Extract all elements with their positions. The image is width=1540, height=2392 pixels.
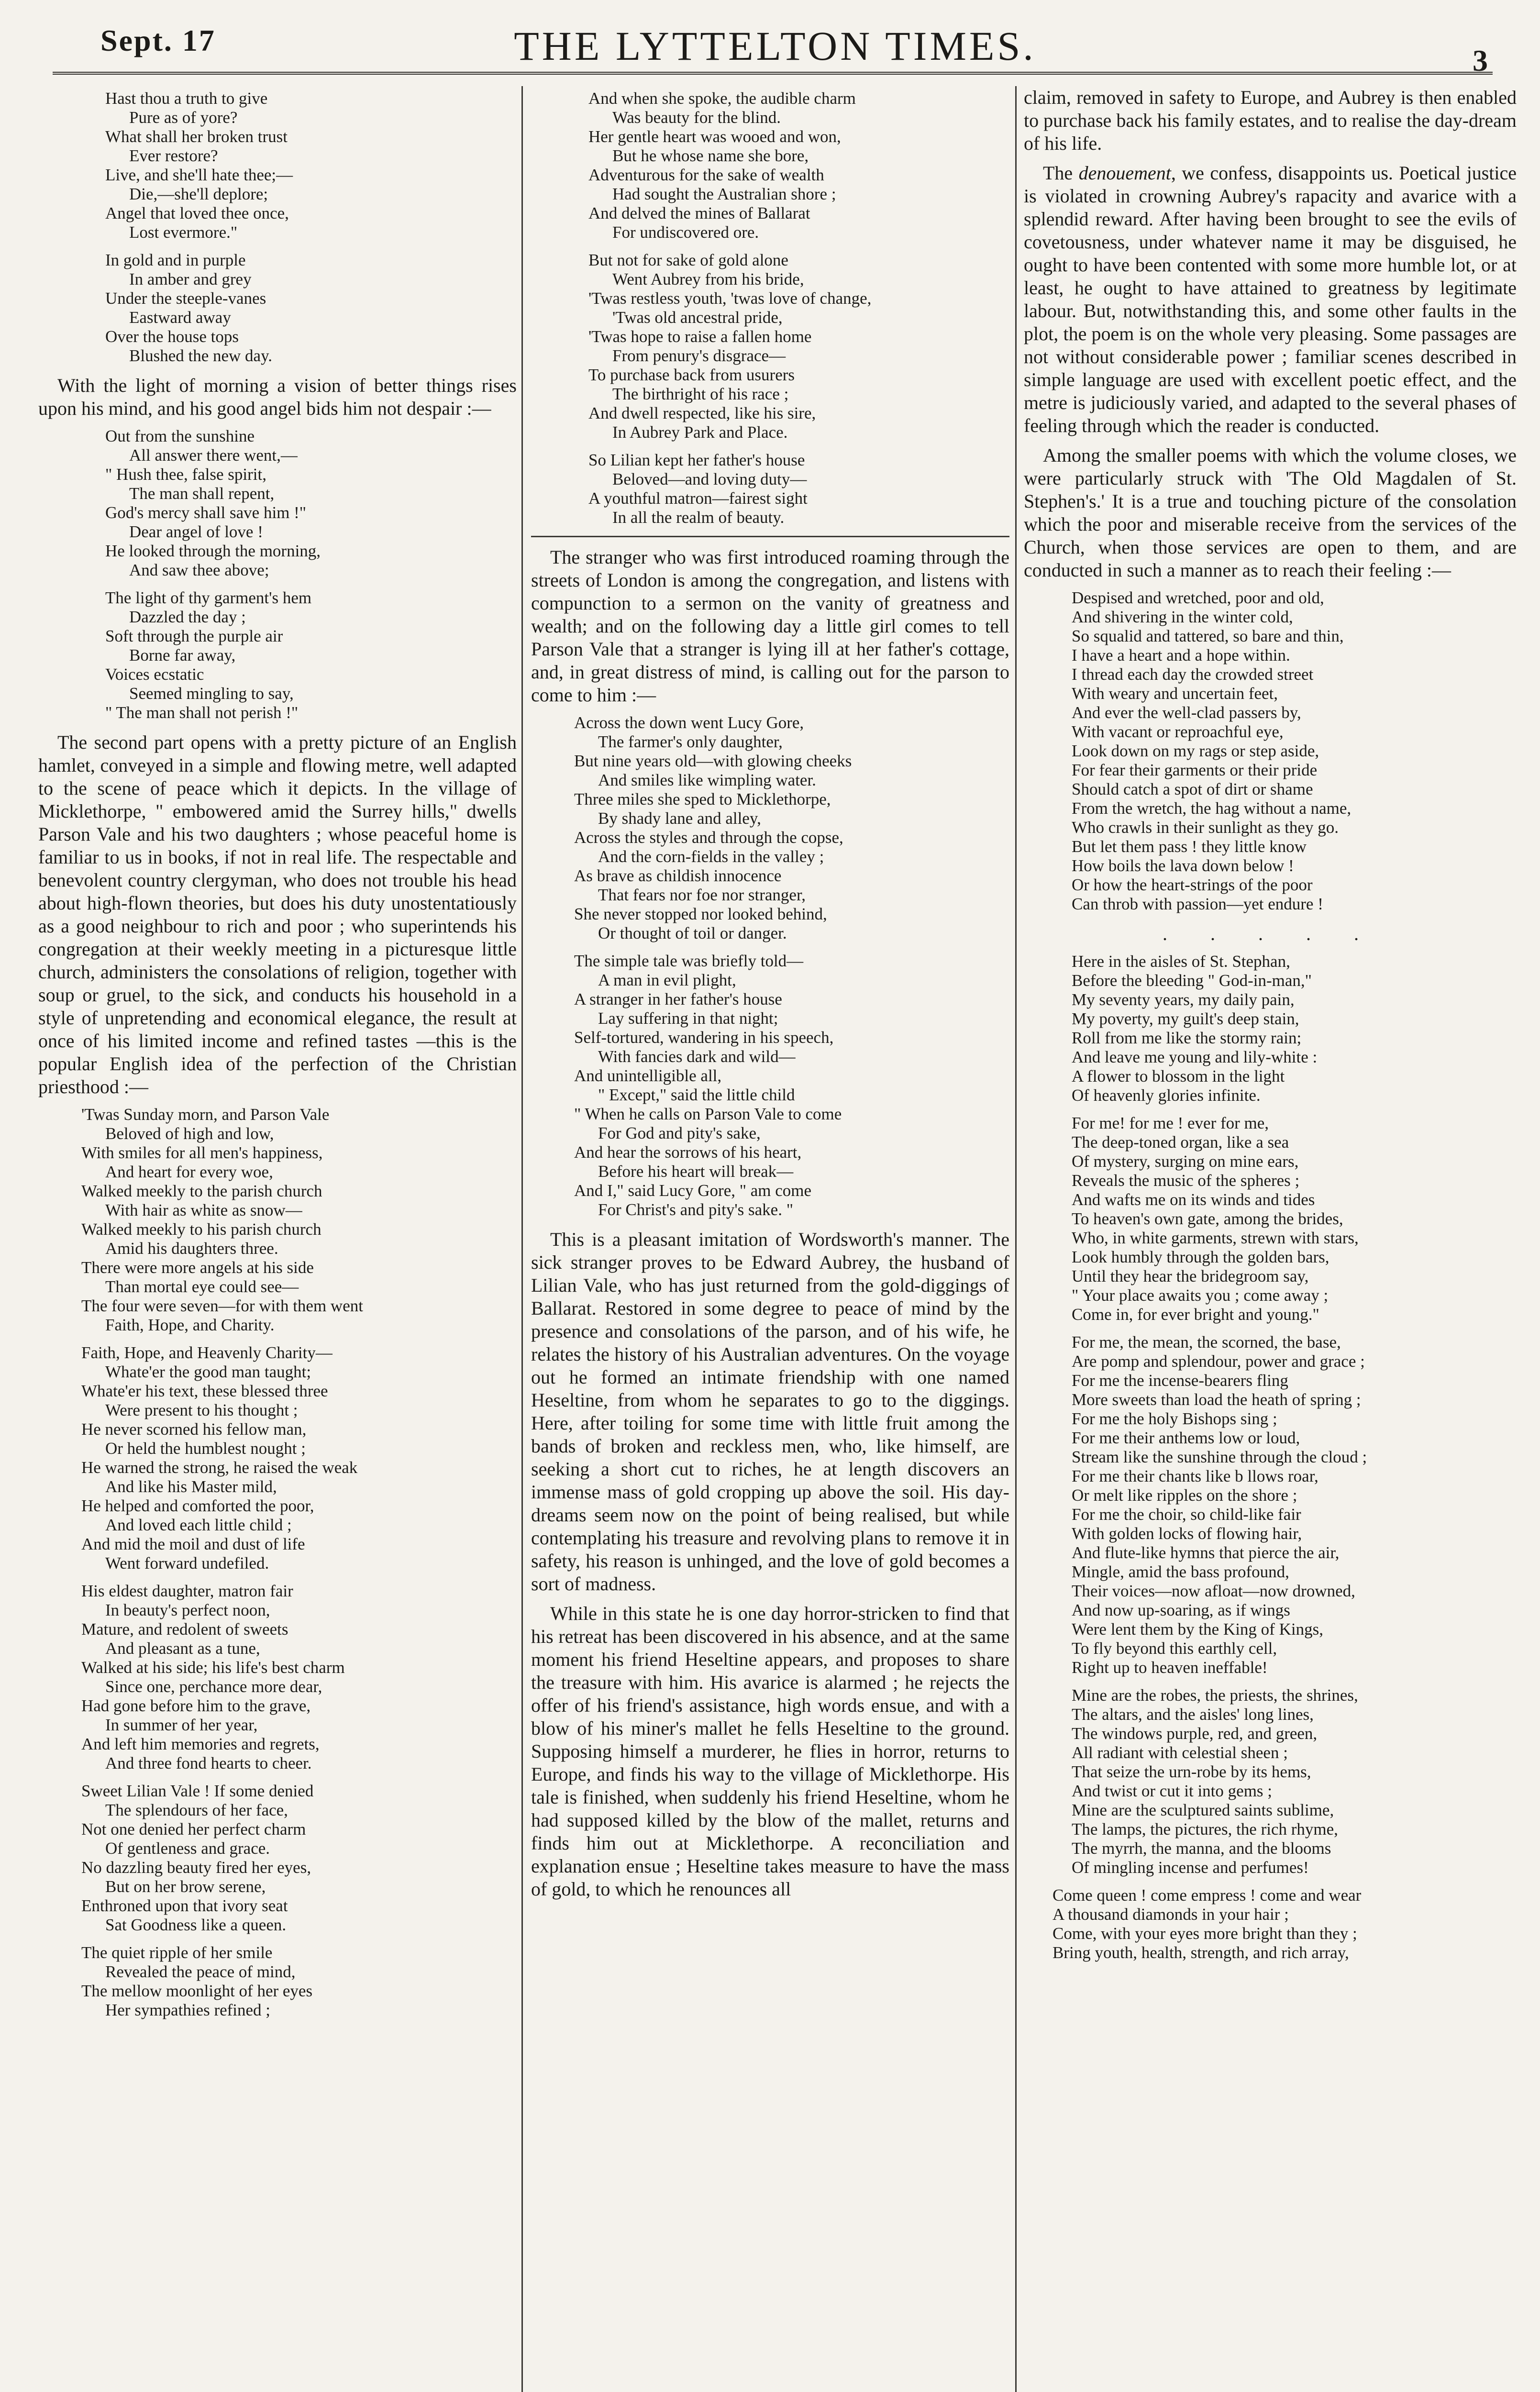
poem-line: Faith, Hope, and Heavenly Charity— — [81, 1343, 332, 1362]
poem-line: Before the bleeding " God-in-man," — [1072, 971, 1312, 990]
poem-line: And left him memories and regrets, — [81, 1735, 320, 1753]
poem-line: A man in evil plight, — [598, 971, 736, 989]
poem-line: Revealed the peace of mind, — [105, 1962, 296, 1981]
article-paragraph: The stranger who was first introduced roaming through the streets of London is among the congregation, and listens with compunction to a sermon on the vanity of greatness and wealth; and on the following day a little girl comes to tell Parson Vale that a stranger is lying ill at her father's cottage, and, in great distress of mind, is calling out for the parson to come to him :— — [531, 546, 1009, 706]
poem-line: Across the down went Lucy Gore, — [574, 713, 804, 732]
poem-line: The farmer's only daughter, — [598, 732, 783, 751]
poem-line: Mingle, amid the bass profound, — [1072, 1562, 1289, 1581]
poem-line: And shivering in the winter cold, — [1072, 608, 1293, 626]
poem-line: Or thought of toil or danger. — [598, 924, 787, 942]
poem-line: She never stopped nor looked behind, — [574, 905, 827, 923]
paragraph-text: The — [1043, 162, 1079, 184]
poem-line: The windows purple, red, and green, — [1072, 1724, 1318, 1743]
poem-line: " Your place awaits you ; come away ; — [1072, 1286, 1329, 1305]
poem-line: Or how the heart-strings of the poor — [1072, 875, 1313, 894]
poem-line: Reveals the music of the spheres ; — [1072, 1171, 1300, 1190]
poem-line: For undiscovered ore. — [612, 223, 759, 242]
poem-line: So squalid and tattered, so bare and thin, — [1072, 627, 1344, 645]
poem-line: I have a heart and a hope within. — [1072, 646, 1290, 664]
poem-line: " When he calls on Parson Vale to come — [574, 1105, 842, 1123]
poem-line: So Lilian kept her father's house — [588, 451, 805, 469]
poem-line: But let them pass ! they little know — [1072, 837, 1307, 856]
poem-line: Before his heart will break— — [598, 1162, 794, 1181]
poem-line: How boils the lava down below ! — [1072, 856, 1294, 875]
poem-line: Her sympathies refined ; — [105, 2001, 271, 2019]
poem-line: He helped and comforted the poor, — [81, 1496, 314, 1515]
poem-stanza — [531, 89, 1009, 242]
poem-line: Who, in white garments, strewn with stars, — [1072, 1229, 1359, 1247]
poem-line: He never scorned his fellow man, — [81, 1420, 307, 1439]
poem-line: My poverty, my guilt's deep stain, — [1072, 1009, 1299, 1028]
poem-line: For me their anthems low or loud, — [1072, 1429, 1300, 1447]
column-divider — [1015, 86, 1017, 2392]
poem-line: For fear their garments or their pride — [1072, 761, 1318, 779]
poem-line: Their voices—now afloat—now drowned, — [1072, 1582, 1355, 1600]
poem-line: But nine years old—with glowing cheeks — [574, 752, 852, 770]
poem-line: Since one, perchance more dear, — [105, 1677, 322, 1696]
poem-line: Blushed the new day. — [129, 346, 273, 365]
poem-line: Pure as of yore? — [129, 108, 238, 127]
poem-line: For God and pity's sake, — [598, 1124, 761, 1142]
poem-line: There were more angels at his side — [81, 1258, 314, 1277]
poem-line: " The man shall not perish !" — [105, 703, 299, 722]
poem-line: But not for sake of gold alone — [588, 251, 788, 269]
article-paragraph: claim, removed in safety to Europe, and Aubrey is then enabled to purchase back his family estates, and to realise the day-dream of his life. — [1024, 87, 1517, 154]
poem-line: All answer there went,— — [129, 446, 298, 465]
poem-line: Can throb with passion—yet endure ! — [1072, 895, 1323, 913]
poem-line: And now up-soaring, as if wings — [1072, 1601, 1290, 1619]
poem-line: From the wretch, the hag without a name, — [1072, 799, 1352, 818]
column-divider — [521, 86, 523, 2392]
poem-line: Mine are the sculptured saints sublime, — [1072, 1801, 1334, 1819]
poem-line: Walked meekly to the parish church — [81, 1182, 322, 1200]
poem-stanza — [38, 1105, 517, 1335]
poem-line: In Aubrey Park and Place. — [612, 423, 788, 442]
article-paragraph: With the light of morning a vision of better things rises upon his mind, and his good angel bids him not despair :— — [38, 375, 517, 419]
poem-line: Hast thou a truth to give — [105, 89, 268, 108]
poem-line: Eastward away — [129, 308, 231, 327]
poem-line: And leave me young and lily-white : — [1072, 1048, 1318, 1066]
poem-line: And pleasant as a tune, — [105, 1639, 260, 1658]
poem-line: Come, with your eyes more bright than they ; — [1053, 1924, 1357, 1943]
poem-line: Was beauty for the blind. — [612, 108, 781, 127]
poem-line: Of mingling incense and perfumes! — [1072, 1858, 1309, 1877]
newspaper-title: THE LYTTELTON TIMES. — [514, 23, 1036, 69]
poem-line: Of gentleness and grace. — [105, 1839, 270, 1858]
poem-stanza — [1053, 588, 1517, 914]
poem-line: And loved each little child ; — [105, 1516, 292, 1534]
poem-line: And flute-like hymns that pierce the air, — [1072, 1543, 1340, 1562]
poem-stanza — [1053, 1686, 1517, 1877]
poem-line: To purchase back from usurers — [588, 365, 795, 384]
poem-line: For me the holy Bishops sing ; — [1072, 1409, 1277, 1428]
poem-line: Of mystery, surging on mine ears, — [1072, 1152, 1299, 1171]
poem-line: And when she spoke, the audible charm — [588, 89, 856, 108]
poem-line: Lost evermore." — [129, 223, 238, 242]
article-paragraph: While in this state he is one day horror-stricken to find that his retreat has been discovered in his absence, and at the same moment his friend Heseltine appears, and proposes to share the treasure with him. His avarice is alarmed ; he rejects the offer of his friend's assistance, high words ensue, and with a blow of his miner's mallet he fells Heseltine to the ground. Supposing himself a murderer, he flies in horror, returns to Europe, and finds his way to the village of Micklethorpe. His tale is finished, when suddenly his friend Heseltine, whom he had supposed killed by the blow of the mallet, returns and finds him out at Micklethorpe. A reconciliation and explanation ensue ; Heseltine takes measure to have the mass of gold, to which he renounces all — [531, 1603, 1009, 1900]
poem-line: And the corn-fields in the valley ; — [598, 847, 824, 866]
poem-line: And wafts me on its winds and tides — [1072, 1190, 1315, 1209]
poem-line: Despised and wretched, poor and old, — [1072, 588, 1324, 607]
poem-line: What shall her broken trust — [105, 127, 288, 146]
poem-stanza — [1053, 952, 1517, 1105]
poem-stanza — [1053, 1333, 1517, 1677]
poem-line: And delved the mines of Ballarat — [588, 204, 810, 222]
poem-line: Voices ecstatic — [105, 665, 204, 684]
poem-line: Borne far away, — [129, 646, 236, 664]
poem-line: And saw thee above; — [129, 561, 269, 579]
poem-line: Had gone before him to the grave, — [81, 1696, 311, 1715]
poem-line: The light of thy garment's hem — [105, 588, 312, 607]
poem-stanza — [38, 1582, 517, 1773]
poem-line: With vacant or reproachful eye, — [1072, 722, 1284, 741]
poem-line: Look down on my rags or step aside, — [1072, 742, 1319, 760]
poem-line: Had sought the Australian shore ; — [612, 185, 836, 203]
poem-line: I thread each day the crowded street — [1072, 665, 1314, 684]
poem-line: Not one denied her perfect charm — [81, 1820, 306, 1838]
poem-stanza — [38, 1943, 517, 2020]
poem-line: By shady lane and alley, — [598, 809, 761, 828]
section-rule — [531, 536, 1009, 537]
poem-line: The birthright of his race ; — [612, 385, 789, 403]
poem-line: God's mercy shall save him !" — [105, 503, 307, 522]
poem-stanza — [531, 251, 1009, 442]
poem-line: Out from the sunshine — [105, 427, 255, 445]
poem-line: Were lent them by the King of Kings, — [1072, 1620, 1323, 1639]
poem-line: Amid his daughters three. — [105, 1239, 278, 1258]
poem-line: He looked through the morning, — [105, 542, 321, 560]
poem-line: The man shall repent, — [129, 484, 275, 503]
poem-line: Seemed mingling to say, — [129, 684, 294, 703]
poem-line: All radiant with celestial sheen ; — [1072, 1743, 1288, 1762]
page-number: 3 — [1473, 44, 1488, 78]
poem-stanza — [38, 251, 517, 365]
poem-line: And twist or cut it into gems ; — [1072, 1782, 1273, 1800]
column-3 — [1024, 86, 1517, 2392]
poem-line: Roll from me like the stormy rain; — [1072, 1029, 1302, 1047]
poem-line: Die,—she'll deplore; — [129, 185, 268, 203]
poem-line: Right up to heaven ineffable! — [1072, 1658, 1268, 1677]
poem-stanza — [531, 713, 1009, 943]
poem-stanza — [38, 89, 517, 242]
poem-line: And unintelligible all, — [574, 1066, 722, 1085]
poem-line: Angel that loved thee once, — [105, 204, 289, 222]
poem-line: His eldest daughter, matron fair — [81, 1582, 293, 1600]
article-paragraph: This is a pleasant imitation of Wordsworth's manner. The sick stranger proves to be Edward Aubrey, the husband of Lilian Vale, who has just returned from the gold-diggings of Ballarat. Restored in some degree to peace of mind by the presence and consolations of the parson, and of his wife, he relates the history of his Australian adventures. On the voyage out he formed an intimate friendship with one named Heseltine, from whom he separates to go to the diggings. Here, after toiling for some time with little fruit among the bands of broken and reckless men, who, like himself, are seeking a short cut to riches, he at length discovers an immense mass of gold cropping up above the soil. His day-dreams seem now on the point of being realised, but while contemplating his treasure and revolving plans to remove it in safety, his reason is unhinged, and the love of gold becomes a sort of madness. — [531, 1229, 1009, 1595]
poem-line: With golden locks of flowing hair, — [1072, 1524, 1302, 1543]
poem-line: The lamps, the pictures, the rich rhyme, — [1072, 1820, 1338, 1838]
poem-line: And three fond hearts to cheer. — [105, 1754, 312, 1772]
poem-line: Walked meekly to his parish church — [81, 1220, 321, 1239]
poem-line: Soft through the purple air — [105, 627, 283, 645]
poem-line: For me! for me ! ever for me, — [1072, 1114, 1269, 1132]
poem-line: For me the choir, so child-like fair — [1072, 1505, 1301, 1524]
poem-line: Lay suffering in that night; — [598, 1009, 778, 1028]
poem-stanza — [531, 451, 1009, 527]
poem-line: Look humbly through the golden bars, — [1072, 1248, 1329, 1266]
poem-line: And I," said Lucy Gore, " am come — [574, 1181, 812, 1200]
poem-line: The myrrh, the manna, and the blooms — [1072, 1839, 1331, 1858]
poem-line: For me, the mean, the scorned, the base, — [1072, 1333, 1341, 1351]
poem-line: Come in, for ever bright and young." — [1072, 1305, 1319, 1324]
poem-line: Whate'er his text, these blessed three — [81, 1382, 328, 1400]
poem-line: With fancies dark and wild— — [598, 1047, 796, 1066]
poem-stanza — [38, 427, 517, 580]
poem-line: A flower to blossom in the light — [1072, 1067, 1285, 1085]
article-paragraph: Among the smaller poems with which the volume closes, we were particularly struck with 'The Old Magdalen of St. Stephen's.' It is a true and touching picture of the consolation which the poor and miserable receive from the services of the Church, when those services are open to them, and are conducted in such a manner as to reach their feeling :— — [1024, 444, 1517, 581]
poem-line: And dwell respected, like his sire, — [588, 404, 816, 422]
poem-line: In all the realm of beauty. — [612, 508, 785, 527]
poem-stanza — [1053, 1114, 1517, 1324]
poem-line: No dazzling beauty fired her eyes, — [81, 1858, 311, 1877]
poem-line: With weary and uncertain feet, — [1072, 684, 1278, 703]
poem-line: Mature, and redolent of sweets — [81, 1620, 288, 1639]
poem-line: Whate'er the good man taught; — [105, 1362, 311, 1381]
poem-line: The splendours of her face, — [105, 1801, 288, 1819]
poem-stanza — [38, 1782, 517, 1935]
poem-line: A thousand diamonds in your hair ; — [1053, 1905, 1289, 1924]
poem-line: Stream like the sunshine through the cloud ; — [1072, 1448, 1367, 1466]
poem-line: The quiet ripple of her smile — [81, 1943, 273, 1962]
poem-line: And smiles like wimpling water. — [598, 771, 816, 789]
poem-line: Here in the aisles of St. Stephan, — [1072, 952, 1290, 971]
poem-line: In gold and in purple — [105, 251, 246, 269]
poem-line: 'Twas hope to raise a fallen home — [588, 327, 812, 346]
italic-term: denouement — [1078, 162, 1171, 184]
poem-line: A youthful matron—fairest sight — [588, 489, 808, 508]
poem-line: Sat Goodness like a queen. — [105, 1916, 287, 1934]
poem-line: Of heavenly glories infinite. — [1072, 1086, 1261, 1105]
poem-line: Until they hear the bridegroom say, — [1072, 1267, 1309, 1285]
poem-line: Or melt like ripples on the shore ; — [1072, 1486, 1297, 1505]
poem-line: That seize the urn-robe by its hems, — [1072, 1762, 1311, 1781]
poem-stanza — [1053, 1886, 1517, 1962]
poem-line: That fears nor foe nor stranger, — [598, 886, 806, 904]
poem-line: To heaven's own gate, among the brides, — [1072, 1209, 1343, 1228]
poem-line: The four were seven—for with them went — [81, 1296, 363, 1315]
poem-line: Live, and she'll hate thee;— — [105, 166, 293, 184]
poem-line: Adventurous for the sake of wealth — [588, 166, 824, 184]
poem-line: Over the house tops — [105, 327, 239, 346]
poem-line: 'Twas Sunday morn, and Parson Vale — [81, 1105, 330, 1124]
poem-line: Should catch a spot of dirt or shame — [1072, 780, 1313, 798]
poem-line: As brave as childish innocence — [574, 866, 782, 885]
masthead-rule — [53, 72, 1493, 75]
poem-line: Beloved of high and low, — [105, 1124, 274, 1143]
poem-line: More sweets than load the heath of spring ; — [1072, 1390, 1361, 1409]
poem-line: The altars, and the aisles' long lines, — [1072, 1705, 1314, 1724]
column-1 — [38, 86, 517, 2392]
column-2 — [531, 86, 1009, 2392]
poem-line: And mid the moil and dust of life — [81, 1535, 305, 1553]
poem-line: Under the steeple-vanes — [105, 289, 266, 308]
poem-line: For Christ's and pity's sake. " — [598, 1200, 794, 1219]
poem-line: Were present to his thought ; — [105, 1401, 298, 1419]
masthead — [53, 13, 1497, 78]
poem-line: " Hush thee, false spirit, — [105, 465, 266, 484]
poem-stanza — [531, 952, 1009, 1219]
poem-line: Dear angel of love ! — [129, 522, 263, 541]
poem-line: Sweet Lilian Vale ! If some denied — [81, 1782, 314, 1800]
poem-line: Went Aubrey from his bride, — [612, 270, 804, 288]
poem-line: Three miles she sped to Micklethorpe, — [574, 790, 831, 808]
poem-line: Beloved—and loving duty— — [612, 470, 807, 488]
poem-line: Bring youth, health, strength, and rich array, — [1053, 1943, 1349, 1962]
poem-line: The deep-toned organ, like a sea — [1072, 1133, 1289, 1152]
article-paragraph — [1024, 162, 1517, 437]
poem-line: Her gentle heart was wooed and won, — [588, 127, 841, 146]
poem-line: He warned the strong, he raised the weak — [81, 1458, 358, 1477]
poem-line: And heart for every woe, — [105, 1163, 273, 1181]
paragraph-text: , we confess, disappoints us. Poetical justice is violated in crowning Aubrey's rapacity and avarice with a splendid reward. After having been brought to see the evils of covetousness, under whatever name it may be disguised, he ought to have been contented with some more humble lot, or at least, he ought to have attained to greatness by legitimate labour. But, notwithstanding this, and some other faults in the plot, the poem is on the whole very pleasing. Some passages are not without considerable power ; familiar scenes described in simple language are used with excellent poetic effect, and the metre is judiciously varied, and adapted to the several phases of feeling through which the reader is conducted. — [1024, 162, 1517, 436]
poem-line: Enthroned upon that ivory seat — [81, 1896, 288, 1915]
poem-line: And ever the well-clad passers by, — [1072, 703, 1301, 722]
poem-line: To fly beyond this earthly cell, — [1072, 1639, 1277, 1658]
poem-line: For me their chants like b llows roar, — [1072, 1467, 1318, 1485]
poem-line: Ever restore? — [129, 146, 218, 165]
poem-line: The simple tale was briefly told— — [574, 952, 804, 970]
poem-line: Faith, Hope, and Charity. — [105, 1316, 275, 1334]
poem-line: But he whose name she bore, — [612, 146, 809, 165]
poem-line: Mine are the robes, the priests, the shrines, — [1072, 1686, 1358, 1705]
poem-line: For me the incense-bearers fling — [1072, 1371, 1288, 1390]
article-paragraph: The second part opens with a pretty picture of an English hamlet, conveyed in a simple and flowing metre, well adapted to the scene of peace which it depicts. In the village of Micklethorpe, " embowered amid the Surrey hills," dwells Parson Vale and his two daughters ; whose peaceful home is familiar to us in books, if not in real life. The respectable and benevolent country clergyman, who does not trouble his head about high-flown theories, but does his duty unostentatiously as a good neighbour to rich and poor ; who superintends his congregation at their weekly meeting in a picturesque little church, administers the consolations of religion, together with soup or gruel, to the sick, and conducts his household in a style of unpretending and economical elegance, the result at once of his limited income and refined tastes —this is the popular English idea of the perfection of the Christian priesthood :— — [38, 731, 517, 1097]
poem-line: My seventy years, my daily pain, — [1072, 990, 1295, 1009]
poem-line: Dazzled the day ; — [129, 608, 246, 626]
poem-line: Who crawls in their sunlight as they go. — [1072, 818, 1339, 837]
poem-line: With smiles for all men's happiness, — [81, 1143, 323, 1162]
poem-line: 'Twas old ancestral pride, — [612, 308, 783, 327]
poem-line: Come queen ! come empress ! come and wear — [1053, 1886, 1362, 1905]
poem-line: With hair as white as snow— — [105, 1201, 302, 1219]
poem-line: Self-tortured, wandering in his speech, — [574, 1028, 834, 1047]
poem-line: In beauty's perfect noon, — [105, 1601, 270, 1619]
poem-line: " Except," said the little child — [598, 1085, 795, 1104]
poem-stanza — [38, 1343, 517, 1573]
poem-line: Across the styles and through the copse, — [574, 828, 843, 847]
poem-line: But on her brow serene, — [105, 1877, 266, 1896]
poem-line: And hear the sorrows of his heart, — [574, 1143, 802, 1162]
poem-line: Or held the humblest nought ; — [105, 1439, 306, 1458]
poem-line: 'Twas restless youth, 'twas love of change, — [588, 289, 872, 308]
poem-line: Are pomp and splendour, power and grace ; — [1072, 1352, 1365, 1371]
ellipsis-dots: . . . . . — [1163, 923, 1378, 944]
poem-line: And like his Master mild, — [105, 1477, 277, 1496]
poem-line: From penury's disgrace— — [612, 346, 786, 365]
poem-line: Than mortal eye could see— — [105, 1277, 299, 1296]
poem-line: The mellow moonlight of her eyes — [81, 1982, 313, 2000]
poem-line: Went forward undefiled. — [105, 1554, 269, 1573]
poem-stanza — [38, 588, 517, 722]
poem-line: In summer of her year, — [105, 1716, 258, 1734]
poem-line: A stranger in her father's house — [574, 990, 782, 1008]
poem-line: In amber and grey — [129, 270, 252, 288]
issue-date: Sept. 17 — [100, 23, 216, 57]
poem-line: Walked at his side; his life's best charm — [81, 1658, 345, 1677]
